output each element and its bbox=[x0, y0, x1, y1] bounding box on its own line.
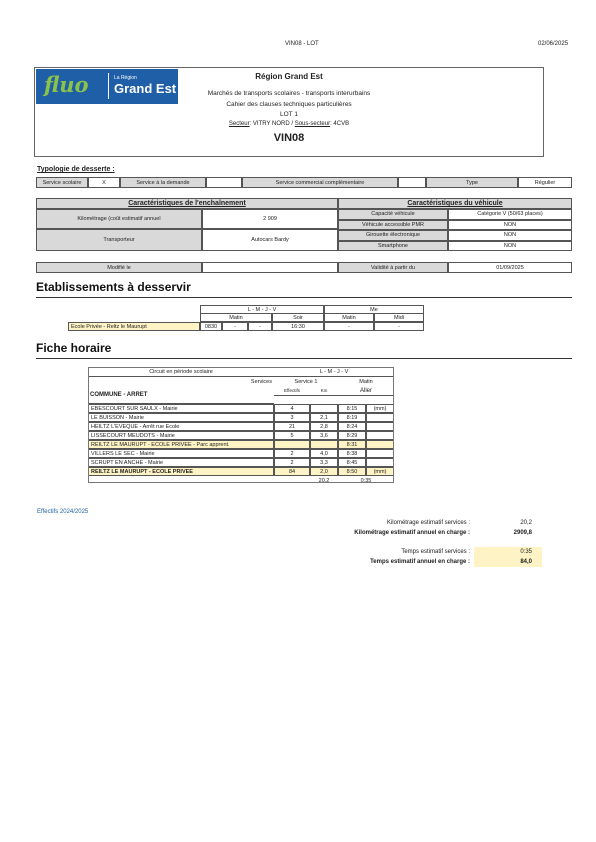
fiche-row-name: LISSECOURT MEUDOTS - Mairie bbox=[88, 431, 274, 440]
fiche-row-time: 8:15 bbox=[338, 404, 366, 413]
etab-cell: - bbox=[248, 322, 272, 331]
fiche-row-time: 8:24 bbox=[338, 422, 366, 431]
km-value: 2 909 bbox=[202, 209, 338, 229]
heading-region: Région Grand Est bbox=[255, 72, 323, 81]
fiche-row-name: SCRUPT EN ANCHE - Mairie bbox=[88, 458, 274, 467]
heading-sector bbox=[178, 121, 400, 127]
etab-col-matin: Matin bbox=[200, 313, 272, 322]
fiche-row-name: REILTZ LE MAURUPT - ECOLE PRIVEE - Parc apprent. bbox=[88, 440, 274, 449]
transporteur-value: Autocars Bardy bbox=[202, 229, 338, 251]
fiche-row-eff: 21 bbox=[274, 422, 310, 431]
vehicule-girouette-value: NON bbox=[448, 230, 572, 241]
sector-label: Secteur bbox=[228, 121, 250, 127]
fiche-row-eff: 3 bbox=[274, 413, 310, 422]
etab-cell: 16:30 bbox=[272, 322, 324, 331]
etablissements-rule bbox=[36, 297, 572, 298]
etab-cell: - bbox=[324, 322, 374, 331]
aller-top: Matin bbox=[359, 378, 373, 385]
subsector-value: : 4CVB bbox=[330, 121, 350, 127]
etab-days2: Me bbox=[324, 305, 424, 313]
transporteur-label: Transporteur bbox=[36, 229, 202, 251]
fiche-row-name: VILLERS LE SEC - Mairie bbox=[88, 449, 274, 458]
etab-row-name: Ecole Privée - Reltz le Maurupt bbox=[68, 322, 200, 331]
fiche-row-name: LE BUISSON - Mairie bbox=[88, 413, 274, 422]
etab-col-matin2: Matin bbox=[324, 313, 374, 322]
effectifs-year: Effectifs 2024/2025 bbox=[37, 509, 89, 515]
fiche-row-name: EBESCOURT SUR SAULX - Mairie bbox=[88, 404, 274, 413]
validite-value: 01/09/2025 bbox=[448, 262, 572, 273]
fiche-rule bbox=[36, 358, 572, 359]
fiche-frame bbox=[88, 367, 394, 483]
complementaire-value bbox=[398, 177, 426, 188]
etab-cell: - bbox=[374, 322, 424, 331]
temps-service-label: Temps estimatif services : bbox=[401, 549, 470, 555]
subsector-label: Sous-secteur bbox=[294, 121, 331, 127]
km-service-value: 20,2 bbox=[520, 520, 532, 526]
etab-cell: 0830 bbox=[200, 322, 222, 331]
logo-divider bbox=[108, 73, 109, 99]
fiche-row-time: 8:50 bbox=[338, 467, 366, 476]
km-annuel-label: Kilométrage estimatif annuel en charge : bbox=[354, 530, 470, 536]
fiche-row-eff: 5 bbox=[274, 431, 310, 440]
service1-label: Service 1 bbox=[294, 378, 318, 385]
fiche-row-eff: 2 bbox=[274, 458, 310, 467]
complementaire-label: Service commercial complémentaire bbox=[242, 177, 398, 188]
type-value: Régulier bbox=[518, 177, 572, 188]
heading-lot: LOT 1 bbox=[280, 111, 298, 118]
fiche-total-km: 20,2 bbox=[318, 477, 330, 484]
vehicule-capacite-label: Capacité véhicule bbox=[338, 209, 448, 220]
vehicule-capacite-value: Catégorie V (50/63 places) bbox=[448, 209, 572, 220]
etab-col-midi: Midi bbox=[374, 313, 424, 322]
fiche-row-km: 2,8 bbox=[310, 422, 338, 431]
logo-sub2: Grand Est bbox=[114, 81, 177, 96]
vehicule-smartphone-label: Smartphone bbox=[338, 241, 448, 252]
heading-cahier: Cahier des clauses techniques particulières bbox=[226, 101, 352, 108]
service-scolaire-value: X bbox=[88, 177, 120, 188]
typologie-title: Typologie de desserte : bbox=[37, 166, 115, 173]
fiche-row-name: REILTZ LE MAURUPT - ECOLE PRIVEE bbox=[88, 467, 274, 476]
page-header-date: 02/06/2025 bbox=[538, 41, 569, 47]
type-label: Type bbox=[426, 177, 518, 188]
sector-value: : VITRY NORD / bbox=[249, 121, 295, 127]
vehicule-pmr-value: NON bbox=[448, 220, 572, 231]
etablissements-title: Etablissements à desservir bbox=[36, 280, 191, 294]
vehicule-title: Caractéristiques du véhicule bbox=[338, 198, 572, 209]
fiche-row-time: 8:19 bbox=[338, 413, 366, 422]
modifie-value bbox=[202, 262, 338, 273]
page-header-title: VIN08 - LOT bbox=[285, 41, 319, 47]
fiche-row-km: 3,3 bbox=[310, 458, 338, 467]
fiche-row-time: 8:31 bbox=[338, 440, 366, 449]
circuit-label: Circuit en période scolaire bbox=[88, 367, 274, 377]
etab-days1: L - M - J - V bbox=[200, 305, 324, 313]
fiche-row-eff: 84 bbox=[274, 467, 310, 476]
fiche-row-eff: 4 bbox=[274, 404, 310, 413]
temps-annuel-label: Temps estimatif annuel en charge : bbox=[370, 559, 470, 565]
km-annuel-value: 2909,8 bbox=[513, 530, 532, 536]
services-label: Services bbox=[250, 378, 272, 385]
fiche-row-km: 3,6 bbox=[310, 431, 338, 440]
km-header: Km bbox=[320, 388, 328, 393]
service-scolaire-label: Service scolaire bbox=[36, 177, 88, 188]
fiche-row-time: 8:29 bbox=[338, 431, 366, 440]
logo-sub1: La Région bbox=[114, 75, 137, 81]
fiche-row-time: 8:45 bbox=[338, 458, 366, 467]
heading-code: VIN08 bbox=[273, 132, 305, 144]
fiche-row-extra: (mm) bbox=[366, 404, 394, 413]
fiche-row-km: 2,1 bbox=[310, 413, 338, 422]
fiche-days: L - M - J - V bbox=[274, 367, 394, 377]
effectifs-header: Effectifs bbox=[284, 388, 300, 393]
modifie-label: Modifié le bbox=[36, 262, 202, 273]
vehicule-smartphone-value: NON bbox=[448, 241, 572, 252]
validite-label: Validité à partir du bbox=[338, 262, 448, 273]
temps-annuel-value: 84,0 bbox=[520, 559, 532, 565]
fiche-row-time: 8:38 bbox=[338, 449, 366, 458]
logo bbox=[36, 69, 178, 104]
fiche-title: Fiche horaire bbox=[36, 341, 112, 355]
vehicule-pmr-label: Véhicule accessible PMR bbox=[338, 220, 448, 231]
heading-marches: Marchés de transports scolaires - transports interurbains bbox=[207, 90, 371, 97]
fiche-row-km: 4,0 bbox=[310, 449, 338, 458]
tad-label: Service à la demande bbox=[120, 177, 206, 188]
aller-header: Aller bbox=[359, 387, 372, 394]
fiche-row-km: 2,0 bbox=[310, 467, 338, 476]
tad-value bbox=[206, 177, 242, 188]
fiche-row-eff: 2 bbox=[274, 449, 310, 458]
etab-cell: - bbox=[222, 322, 248, 331]
temps-service-value: 0:35 bbox=[520, 549, 532, 555]
enchainement-title: Caractéristiques de l'enchaînement bbox=[36, 198, 338, 209]
fiche-row-extra: (mm) bbox=[366, 467, 394, 476]
km-service-label: Kilométrage estimatif services : bbox=[386, 520, 470, 526]
logo-brand: fluo bbox=[44, 72, 89, 97]
commune-label: COMMUNE - ARRET bbox=[88, 386, 274, 404]
km-label: Kilométrage (coût estimatif annuel bbox=[36, 209, 202, 229]
etab-col-soir: Soir bbox=[272, 313, 324, 322]
vehicule-girouette-label: Girouette électronique bbox=[338, 230, 448, 241]
fiche-total-time: 0:35 bbox=[360, 477, 372, 484]
fiche-row-name: HEILTZ L'EVEQUE - Arrêt rue Ecole bbox=[88, 422, 274, 431]
